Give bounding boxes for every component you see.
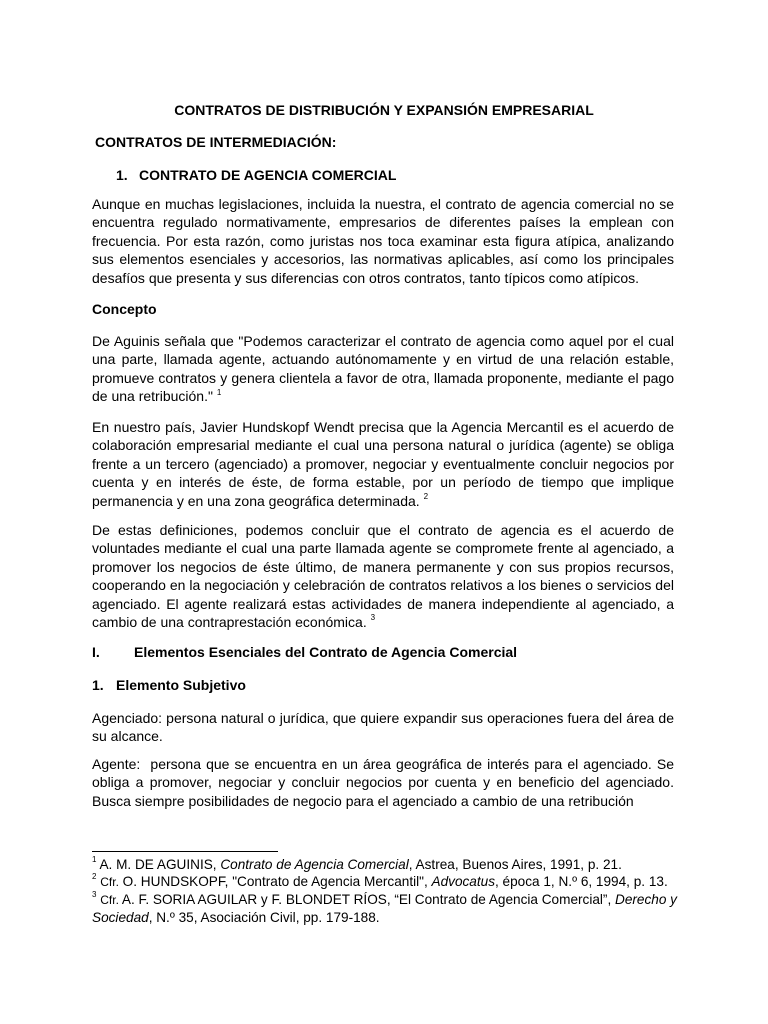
footnote-ref-1: 1 [216,387,222,397]
footnote-1-italic: Contrato de Agencia Comercial [220,857,409,872]
footnote-1-after: , Astrea, Buenos Aires, 1991, p. 21. [408,857,622,872]
roman-heading-text: Elementos Esenciales del Contrato de Agencia Comercial [134,644,518,660]
sub-heading [92,676,674,694]
footnote-3-after: , N.º 35, Asociación Civil, pp. 179-188. [148,910,380,925]
footnote-2-before: O. HUNDSKOPF, "Contrato de Agencia Mercantil", [118,874,432,889]
footnote-3-prefix: Cfr. [100,893,119,907]
footnote-2-italic: Advocatus [431,874,495,889]
footnote-ref-2: 2 [423,491,429,501]
footnote-3 [92,891,682,926]
agente-paragraph: Agente: persona que se encuentra en un área geográfica de interés para el agenciado. Se obliga a promover, negociar y concluir negocios por cuenta y en beneficio del agenciado. Busca siempre posibilidades de negocio para el agenciado a cambio de una retribución [92,756,678,809]
numbered-heading-number: 1. [116,167,128,183]
concepto-paragraph-3 [92,521,674,631]
footnote-2-after: , época 1, N.º 6, 1994, p. 13. [495,874,668,889]
intro-paragraph: Aunque en muchas legislaciones, incluida la nuestra, el contrato de agencia comercial no se encuentra regulado normativamente, empresarios de diferentes países la emplean con frecuencia. Por esta razón, como juristas nos toca examinar esta figura atípica, analizando sus elementos esenciales y accesorios, las normativas aplicables, así como los principales desafíos que presenta y sus diferencias con otros contratos, tanto típicos como atípicos. [92,196,674,286]
numbered-heading-text: CONTRATO DE AGENCIA COMERCIAL [139,167,397,183]
sub-heading-text: Elemento Subjetivo [116,677,246,693]
concepto-heading: Concepto [92,301,157,317]
concepto-paragraph-2-text: En nuestro país, Javier Hundskopf Wendt precisa que la Agencia Mercantil es el acuerdo de colaboración empresarial mediante el cual una persona natural o jurídica (agente) se obliga frente a un tercero (agenciado) a promover, negociar y eventualmente concluir negocios por cuenta y en interés de éste, de forma estable, por un período de tiempo que implique permanencia y en una zona geográfica determinada. [92,419,674,509]
footnote-1-ref: 1 [92,855,97,865]
footnote-1 [92,856,682,873]
footnote-3-before: A. F. SORIA AGUILAR y F. BLONDET RÍOS, “El Contrato de Agencia Comercial”, [118,892,616,907]
roman-heading [92,643,674,661]
footnote-separator [92,851,278,852]
footnote-3-ref: 3 [92,890,97,900]
concepto-paragraph-3-text: De estas definiciones, podemos concluir que el contrato de agencia es el acuerdo de voluntades mediante el cual una parte llamada agente se compromete frente al agenciado, a promover los negocios de éste último, de manera permanente y con sus propios recursos, cooperando en la negociación y celebración de contratos relativos a los bienes o servicios del agenciado. El agente realizará estas actividades de manera independiente al agenciado, a cambio de una contraprestación económica. [92,522,674,631]
concepto-paragraph-2 [92,418,674,510]
agenciado-paragraph: Agenciado: persona natural o jurídica, que quiere expandir sus operaciones fuera del área de su alcance. [92,710,674,745]
sub-heading-number: 1. [92,677,104,693]
numbered-heading [116,166,698,184]
footnote-1-before: A. M. DE AGUINIS, [99,857,221,872]
concepto-paragraph-1 [92,332,674,406]
footnotes [92,856,682,926]
roman-heading-number: I. [92,644,100,660]
footnote-ref-3: 3 [370,613,376,623]
concepto-paragraph-1-text: De Aguinis señala que "Podemos caracterizar el contrato de agencia como aquel por el cual una parte, llamada agente, actuando autónomamente y en virtud de una relación estable, promueve contratos y genera clientela a favor de otra, llamada proponente, mediante el pago de una retribución." [92,333,674,405]
document-title: CONTRATOS DE DISTRIBUCIÓN Y EXPANSIÓN EMPRESARIAL [174,102,594,118]
footnote-2 [92,873,682,891]
section-heading: CONTRATOS DE INTERMEDIACIÓN: [95,134,337,150]
footnote-3-italic: Derecho y Sociedad [92,892,677,925]
footnote-2-ref: 2 [92,872,97,882]
footnote-2-prefix: Cfr. [100,875,119,889]
